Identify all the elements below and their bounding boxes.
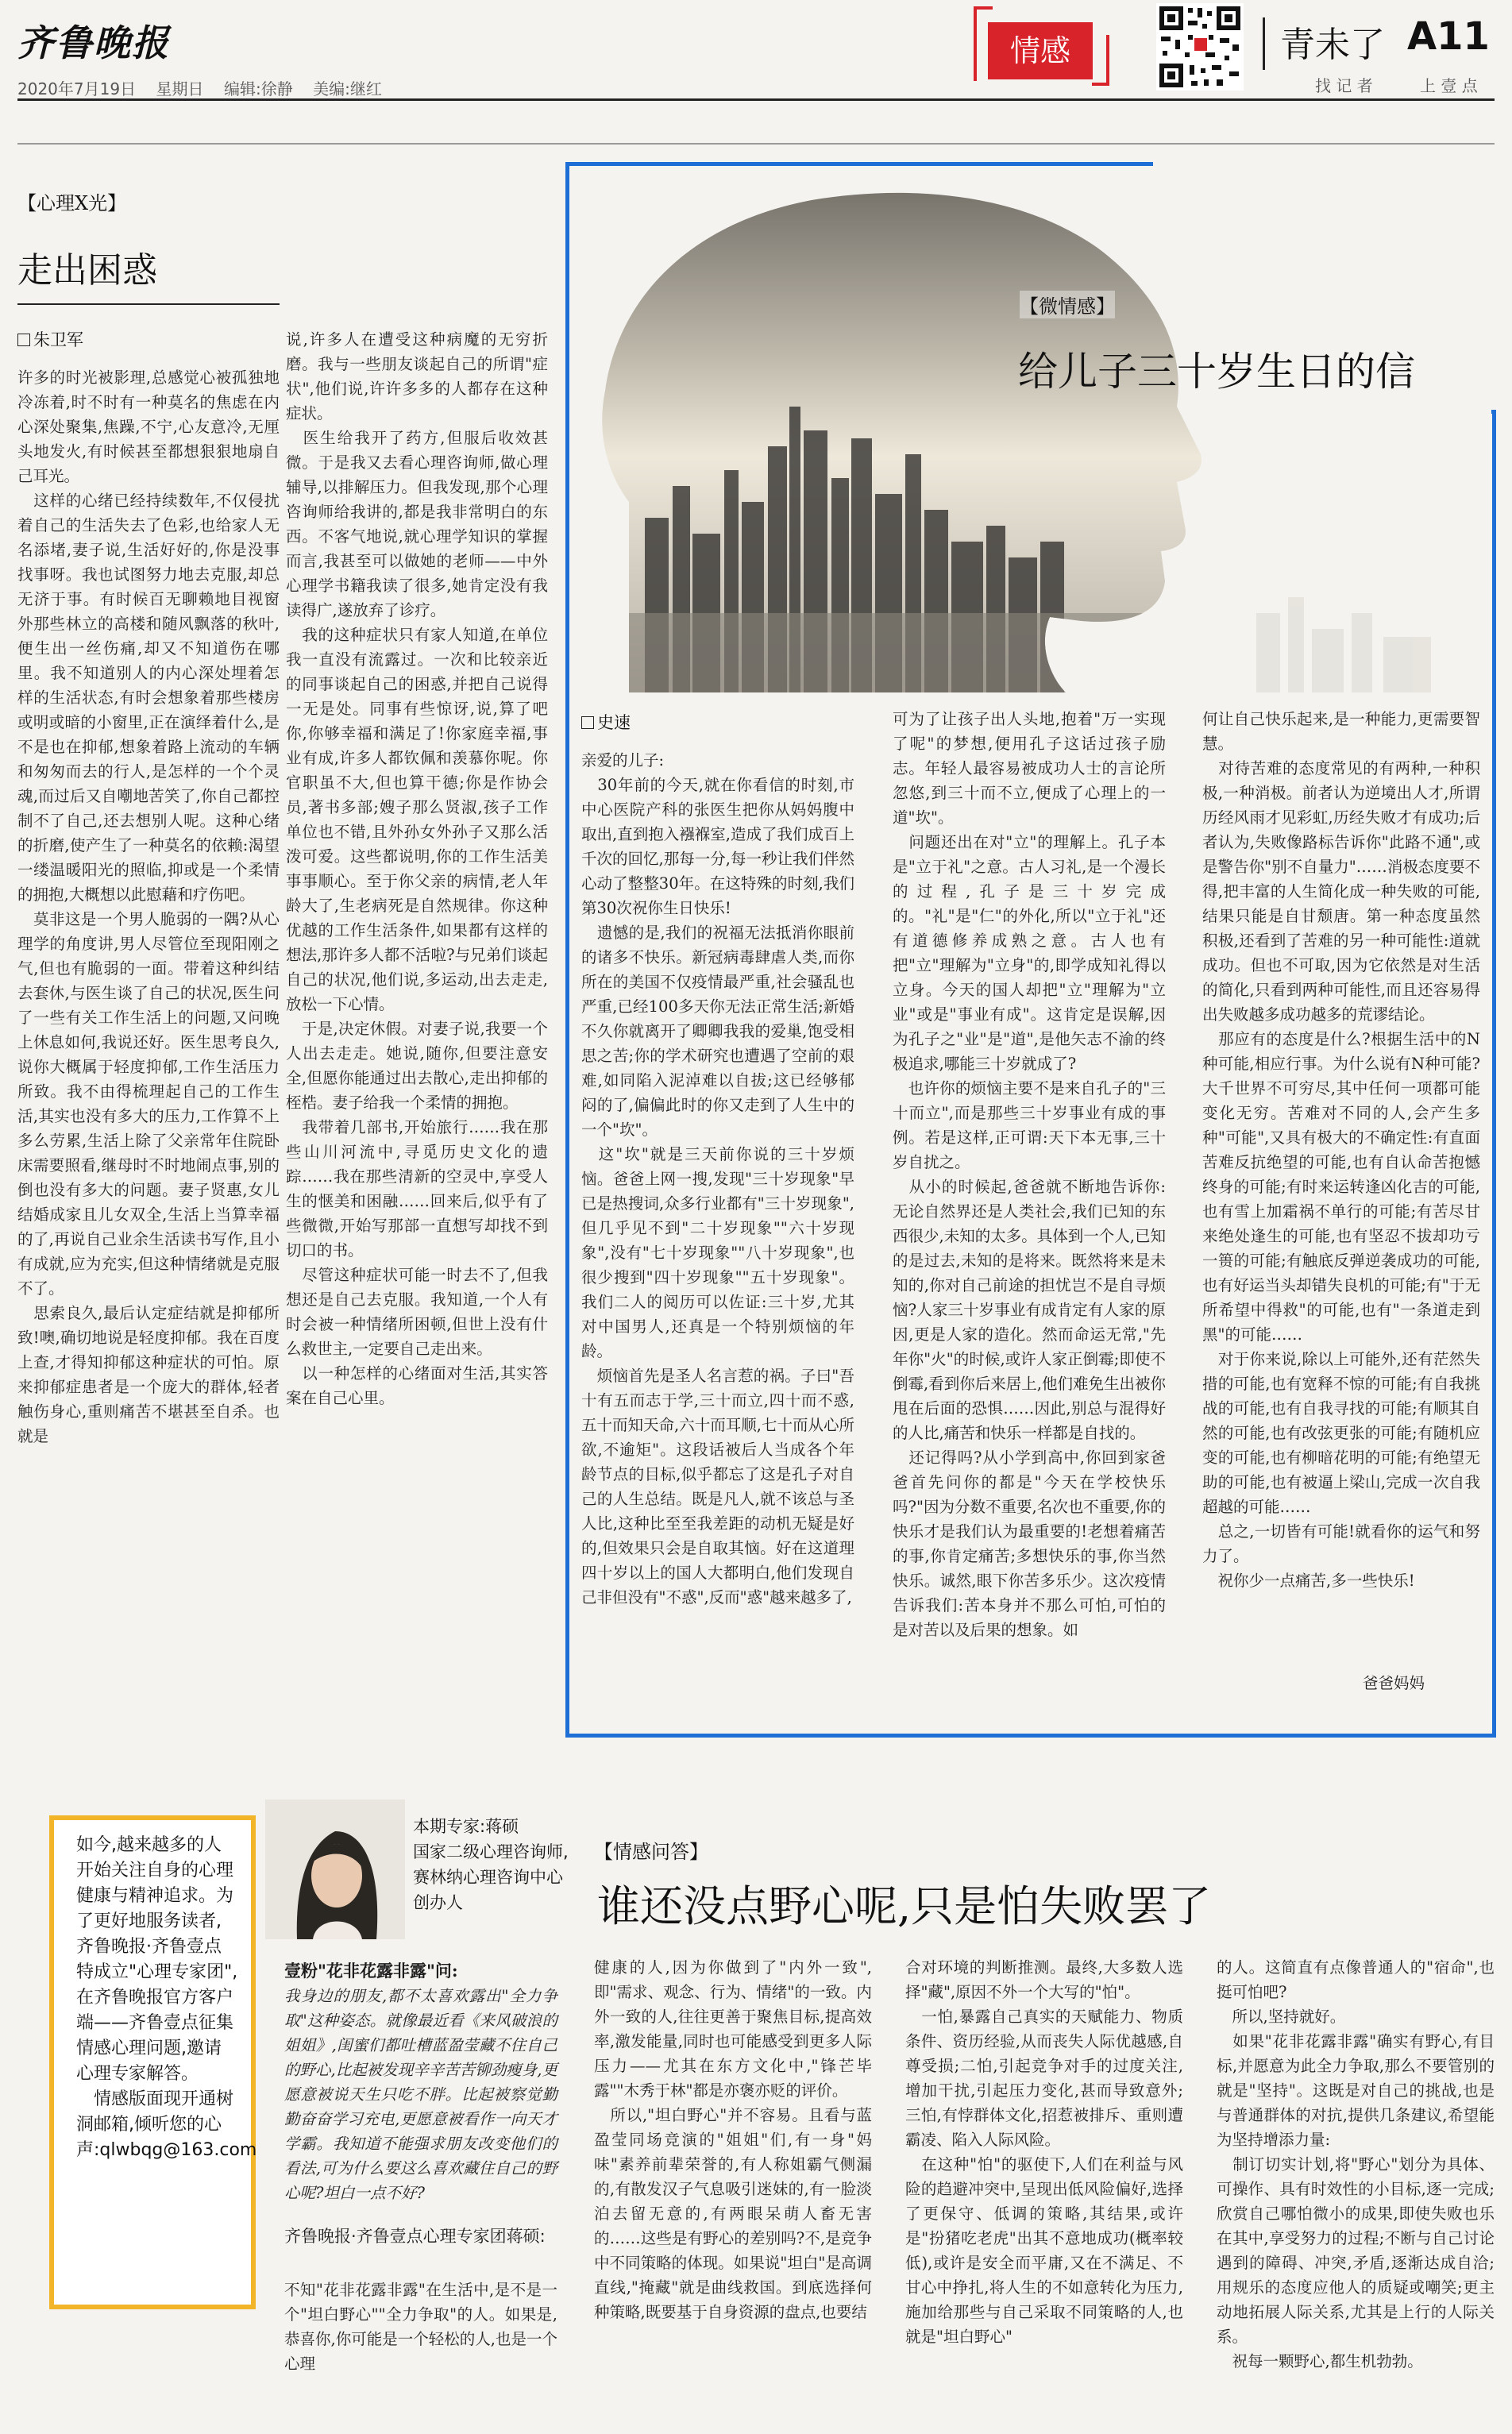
article3-title: 谁还没点野心呢,只是怕失败罢了 — [597, 1881, 1212, 1931]
qr-code-icon — [1156, 3, 1244, 91]
section-badge-frame-right — [1092, 35, 1109, 86]
article1-title-rule — [17, 303, 280, 305]
article3-tag: 【情感问答】 — [594, 1841, 708, 1863]
article3-col3: 合对环境的判断推测。最终,大多数人选择"藏",原因不外一个大写的"怕"。 一怕,暴露自己真实的天赋能力、物质条件、资历经验,从而丧失人际优越感,自尊受损;二怕,引起竞争对手的过度关注,增加干扰,引起压力变化,甚而导致意外;三怕,有悖群体文化,招惹被排斥、重则遭霸凌、陷入人际风险。 在这种"怕"的驱使下,人们在利益与风险的趋避冲突中,呈现出低风险偏好,选择了更保守、低调的策略,其结果,或许是"扮猪吃老虎"出其不意地成功(概率较低),或许是安全而平庸,又在不满足、不甘心中挣扎,将人生的不如意转化为压力,施加给那些与自己采取不同策略的人,也就是"坦白野心" — [905, 1958, 1183, 2346]
article2-title: 给儿子三十岁生日的信 — [1018, 349, 1415, 395]
article2-byline — [581, 710, 631, 734]
expert-info — [413, 1814, 572, 1915]
page-number: A11 — [1407, 14, 1490, 59]
issue-weekday: 星期日 — [156, 79, 204, 98]
expert-label: 本期专家: — [413, 1817, 486, 1836]
issue-date: 2020年7月19日 — [17, 79, 137, 98]
article3-answer-title: 齐鲁晚报·齐鲁壹点心理专家团蒋硕: — [284, 2227, 546, 2246]
expert-name: 蒋硕 — [485, 1817, 519, 1836]
issue-info — [17, 76, 382, 99]
article3-col4: 的人。这简直有点像普通人的"宿命",也挺可怕吧? 所以,坚持就好。 如果"花非花露非露"确实有野心,有目标,并愿意为此全力争取,那么不要管别的就是"坚持"。这既是对自己的挑战,也是与普通群体的对抗,提供几条建议,希望能为坚持增添力量: 制订切实计划,将"野心"划分为具体、可操作、具有时效性的小目标,逐一完成;欣赏自己哪怕微小的成果,即使失败也乐在其中,享受努力的过程;不断与自己讨论遇到的障碍、冲突,矛盾,逐渐达成自洽;用规乐的态度应他人的质疑或嘲笑;更主动地拓展人际关系,尤其是上行的人际关系。 祝每一颗野心,都生机勃勃。 — [1217, 1958, 1495, 2370]
article1-col1: 许多的时光被影理,总感觉心被孤独地冷冻着,时不时有一种莫名的焦虑在内心深处聚集,焦躁,不宁,心友意冷,无厘头地发火,有时候甚至都想狠狠地扇自己耳光。 这样的心绪已经持续数年,不仅侵扰着自己的生活失去了色彩,也给家人无名添堵,妻子说,生活好好的,你是没事找事呀。我也试图努力地去克服,却总无济于事。有时候百无聊赖地目视窗外那些林立的高楼和随风飘落的秋叶,便生出一丝伤痛,却又不知道伤在哪里。我不知道别人的内心深处埋着怎样的生活状态,有时会想象着那些楼房或明或暗的小窗里,正在演绎着什么,是不是也在抑郁,想象着路上流动的车辆和匆匆而去的行人,是怎样的一个个灵魂,而过后又自嘲地苦笑了,你自己都控制不了自己,还去想别人呢。这种心绪的折磨,使产生了一种莫名的依赖:渴望一缕温暖阳光的照临,抑或是一个柔情的拥抱,大概想以此慰藉和疗伤吧。 莫非这是一个男人脆弱的一隅?从心理学的角度讲,男人尽管位至现阳刚之气,但也有脆弱的一面。带着这种纠结去套休,与医生谈了自己的状况,医生问了一些有关工作生活上的问题,又问晚上休息如何,我说还好。医生思考良久,说你大概属于轻度抑郁,工作生活压力所致。我不由得梳理起自己的工作生活,其实也没有多大的压力,工作算不上多么劳累,生活上除了父亲常年住院卧床需要照看,继母时不时地闹点事,别的倒也没有多大的问题。妻子贤惠,女儿结婚成家且儿女双全,生活上当算幸福的了,再说自己业余生活读书写作,且小有成就,应为充实,但这种情绪就是克服不了。 思索良久,最后认定症结就是抑郁所致!噢,确切地说是轻度抑郁。我在百度上查,才得知抑郁这种症状的可怕。原来抑郁症患者是一个庞大的群体,轻者触伤身心,重则痛苦不堪甚至自杀。也就是 — [17, 368, 280, 1445]
article2-illustration — [573, 168, 1491, 692]
contact-app: 上 壹 点 — [1420, 76, 1478, 95]
header-divider — [1263, 17, 1265, 70]
article2-tag: 【微情感】 — [1020, 291, 1115, 318]
frame-right — [1492, 410, 1496, 1738]
byline-box-icon — [17, 334, 30, 346]
sidebar-text: 如今,越来越多的人开始关注自身的心理健康与精神追求。为了更好地服务读者,齐鲁晚报·齐鲁壹点特成立"心理专家团",在齐鲁晚报官方客户端——齐鲁壹点征集情感心理问题,邀请心理专家解答。 情感版面现开通树洞邮箱,倾听您的心声:qlwbqg@163.com — [76, 1835, 257, 2160]
header-rule — [17, 98, 1495, 101]
section-badge — [988, 22, 1093, 79]
byline-box-icon — [581, 716, 594, 729]
article1-col2: 说,许多人在遭受这种病魔的无穷折磨。我与一些朋友谈起自己的所谓"症状",他们说,许许多多的人都存在这种症状。 医生给我开了药方,但服后收效甚微。于是我又去看心理咨询师,做心理辅导,以排解压力。但我发现,那个心理咨询师给我讲的,都是我非常明白的东西。不客气地说,就心理学知识的掌握而言,我甚至可以做她的老师——中外心理学书籍我读了很多,她肯定没有我读得广,遂放弃了诊疗。 我的这种症状只有家人知道,在单位我一直没有流露过。一次和比较亲近的同事谈起自己的困惑,并把自己说得一无是处。同事有些惊讶,说,算了吧你,你够幸福和满足了!你家庭幸福,事业有成,许多人都钦佩和羡慕你呢。你官职虽不大,但也算干德;你是作协会员,著书多部;嫂子那么贤淑,孩子工作单位也不错,且外孙女外孙子又那么活泼可爱。这些都说明,你的工作生活美事事顺心。至于你父亲的病情,老人年龄大了,生老病死是自然规律。你这种优越的工作生活条件,如果都有这样的想法,那许多人都不活啦?与兄弟们谈起自己的状况,他们说,多运动,出去走走,放松一下心情。 于是,决定休假。对妻子说,我要一个人出去走走。她说,随你,但要注意安全,但愿你能通过出去散心,走出抑郁的桎梏。妻子给我一个柔情的拥抱。 我带着几部书,开始旅行……我在那些山川河流中,寻觅历史文化的遗踪……我在那些清新的空灵中,享受人生的惬美和困融……回来后,似乎有了些微微,开始写那部一直想写却找不到切口的书。 尽管这种症状可能一时去不了,但我想还是自己去克服。我知道,一个人有时会被一种情绪所困顿,但世上没有什么救世主,一定要自己走出来。 以一种怎样的心绪面对生活,其实答案在自己心里。 — [286, 330, 548, 1407]
frame-left — [565, 162, 569, 1738]
expert-avatar — [265, 1799, 405, 1939]
column-name: 青未了 — [1280, 25, 1385, 65]
editor-credit: 编辑:徐静 — [223, 79, 293, 98]
article3-answer-start: 不知"花非花露非露"在生活中,是不是一个"坦白野心""全力争取"的人。如果是,恭喜你,你可能是一个轻松的人,也是一个心理 — [284, 2281, 557, 2373]
article1-tag: 【心理X光】 — [17, 192, 127, 214]
qr-code[interactable] — [1156, 3, 1244, 91]
article3-question: 我身边的朋友,都不太喜欢露出"全力争取"这种姿态。就像最近看《来风破浪的姐姐》,闺蜜们都吐槽蓝盈莹藏不住自己的野心,比起被发现辛辛苦苦铆劲瘦身,更愿意被说天生只吃不胖。比起被察觉勤勤奋奋学习充电,更愿意被看作一向天才学霸。我知道不能强求朋友改变他们的看法,可为什么要这么喜欢藏住自己的野心呢?坦白一点不好? — [284, 1987, 557, 2202]
article2-col1: 亲爱的儿子: 30年前的今天,就在你看信的时刻,市中心医院产科的张医生把你从妈妈腹中取出,直到抱入襁褓室,造成了我们成百上千次的回忆,那每一分,每一秒让我们伴然心动了整整30年。在这特殊的时刻,我们第30次祝你生日快乐! 遗憾的是,我们的祝福无法抵消你眼前的诸多不快乐。新冠病毒肆虐人类,而你所在的美国不仅疫情最严重,社会骚乱也严重,已经100多天你无法正常生活;新婚不久你就离开了卿卿我我的爱巢,饱受相思之苦;你的学术研究也遭遇了空前的艰难,如同陷入泥淖难以自拔;这已经够郁闷的了,偏偏此时的你又走到了人生中的一个"坎"。 这"坎"就是三天前你说的三十岁烦恼。爸爸上网一搜,发现"三十岁现象"早已是热搜词,众多行业都有"三十岁现象",但几乎见不到"二十岁现象""六十岁现象",没有"七十岁现象""八十岁现象",也很少搜到"四十岁现象""五十岁现象"。我们二人的阅历可以佐证:三十岁,尤其对中国男人,还真是一个特别烦恼的年龄。 烦恼首先是圣人名言惹的祸。子曰"吾十有五而志于学,三十而立,四十而不惑,五十而知天命,六十而耳顺,七十而从心所欲,不逾矩"。这段话被后人当成各个年龄节点的目标,似乎都忘了这是孔子对自己的人生总结。既是凡人,就不该总与圣人比,这种比至至我差距的动机无疑是好的,但效果只会是自取其恼。好在这道理四十岁以上的国人大都明白,他们发现自己非但没有"不惑",反而"惑"越来越多了, — [581, 751, 854, 1607]
article3-col2: 健康的人,因为你做到了"内外一致",即"需求、观念、行为、情绪"的一致。内外一致的人,往往更善于聚焦目标,提高效率,激发能量,同时也可能感受到更多人际压力——尤其在东方文化中,"锋芒毕露""木秀于林"都是亦褒亦贬的评价。 所以,"坦白野心"并不容易。且看与蓝盈莹同场竞演的"姐姐"们,有一身"妈味"素养前辈荣誉的,有人称姐霸气侧漏的,有散发汉子气息吸引迷妹的,有一脸淡泊去留无意的,有两眼呆萌人畜无害的……这些是有野心的差别吗?不,是竞争中不同策略的体现。如果说"坦白"是高调直线,"掩藏"就是曲线救国。到底选择何种策略,既要基于自身资源的盘点,也要结 — [594, 1958, 872, 2321]
header-rule-thin — [17, 143, 1495, 145]
article2-signature: 爸爸妈妈 — [1363, 1674, 1425, 1692]
article2-col2: 可为了让孩子出人头地,抱着"万一实现了呢"的梦想,便用孔子这话过孩子励志。年轻人最容易被成功人士的言论所忽悠,到三十而不立,便成了心理上的一道"坎"。 问题还出在对"立"的理解上。孔子本是"立于礼"之意。古人习礼,是一个漫长的过程,孔子是三十岁完成的。"礼"是"仁"的外化,所以"立于礼"还有道德修养成熟之意。古人也有把"立"理解为"立身"的,即学成知礼得以立身。今天的国人却把"立"理解为"立业"或是"事业有成"。这肯定是误解,因为孔子之"业"是"道",是他矢志不渝的终极追求,哪能三十岁就成了? 也许你的烦恼主要不是来自孔子的"三十而立",而是那些三十岁事业有成的事例。若是这样,正可谓:天下本无事,三十岁自扰之。 从小的时候起,爸爸就不断地告诉你:无论自然界还是人类社会,我们已知的东西很少,未知的太多。具体到一个人,已知的是过去,未知的是将来。既然将来是未知的,你对自己前途的担忧岂不是自寻烦恼?人家三十岁事业有成肯定有人家的原因,更是人家的造化。然而命运无常,"先年你"火"的时候,或许人家正倒霉;即使不倒霉,看到你后来居上,他们难免生出被你甩在后面的恐惧……因此,别总与混得好的人比,痛苦和快乐一样都是自找的。 还记得吗?从小学到高中,你回到家爸爸首先问你的都是"今天在学校快乐吗?"因为分数不重要,名次也不重要,你的快乐才是我们认为最重要的!老想着痛苦的事,你肯定痛苦;多想快乐的事,你当然快乐。诚然,眼下你苦多乐少。这次疫情告诉我们:苦本身并不那么可怕,可怕的是对苦以及后果的想象。如 — [893, 710, 1166, 1639]
article2-col3: 何让自己快乐起来,是一种能力,更需要智慧。 对待苦难的态度常见的有两种,一种积极,一种消极。前者认为逆境出人才,所谓历经风雨才见彩虹,历经失败才有成功;后者认为,失败像路标告诉你"此路不通",或是警告你"别不自量力"……消极态度要不得,把丰富的人生简化成一种失败的可能,结果只能是自甘颓唐。第一种态度虽然积极,还看到了苦难的另一种可能性:道就成功。但也不可取,因为它依然是对生活的简化,只看到两种可能性,而且还容易得出失败越多成功越多的荒谬结论。 那应有的态度是什么?根据生活中的N种可能,相应行事。为什么说有N种可能?大千世界不可穷尽,其中任何一项都可能变化无穷。苦难对不同的人,会产生多种"可能",又具有极大的不确定性:有直面苦难反抗绝望的可能,也有自认命苦抱憾终身的可能;有时来运转逢凶化吉的可能,也有雪上加霜祸不单行的可能;有苦尽甘来绝处逢生的可能,也有坚忍不拔却功亏一篑的可能;有触底反弹逆袭成功的可能,也有好运当头却错失良机的可能;有"于无所希望中得救"的可能,也有"一条道走到黑"的可能…… 对于你来说,除以上可能外,还有茫然失措的可能,也有宽释不惊的可能;有自我挑战的可能,也有自我寻找的可能;有顺其自然的可能,也有改弦更张的可能;有随机应变的可能,也有柳暗花明的可能;有绝望无助的可能,也有被逼上梁山,完成一次自我超越的可能…… 总之,一切皆有可能!就看你的运气和努力了。 祝你少一点痛苦,多一些快乐! — [1202, 710, 1480, 1590]
contact-label: 找 记 者 — [1315, 76, 1373, 95]
expert-bio: 国家二级心理咨询师,赛林纳心理咨询中心创办人 — [413, 1842, 569, 1912]
article1-author: 朱卫军 — [33, 330, 83, 349]
article3-question-title: 壹粉"花非花露非露"问: — [284, 1961, 458, 1981]
expert-portrait-icon — [265, 1799, 405, 1939]
frame-bottom — [565, 1734, 1496, 1738]
city-head-silhouette-image — [573, 168, 1491, 692]
section-badge-label: 情感 — [1009, 33, 1070, 68]
newspaper-logo: 齐鲁晚报 — [17, 21, 170, 64]
article2-author: 史速 — [597, 713, 631, 732]
designer-credit: 美编:继红 — [313, 79, 382, 98]
frame-top — [565, 162, 1153, 166]
article1-byline — [17, 327, 83, 351]
article1-title: 走出困惑 — [17, 250, 157, 291]
